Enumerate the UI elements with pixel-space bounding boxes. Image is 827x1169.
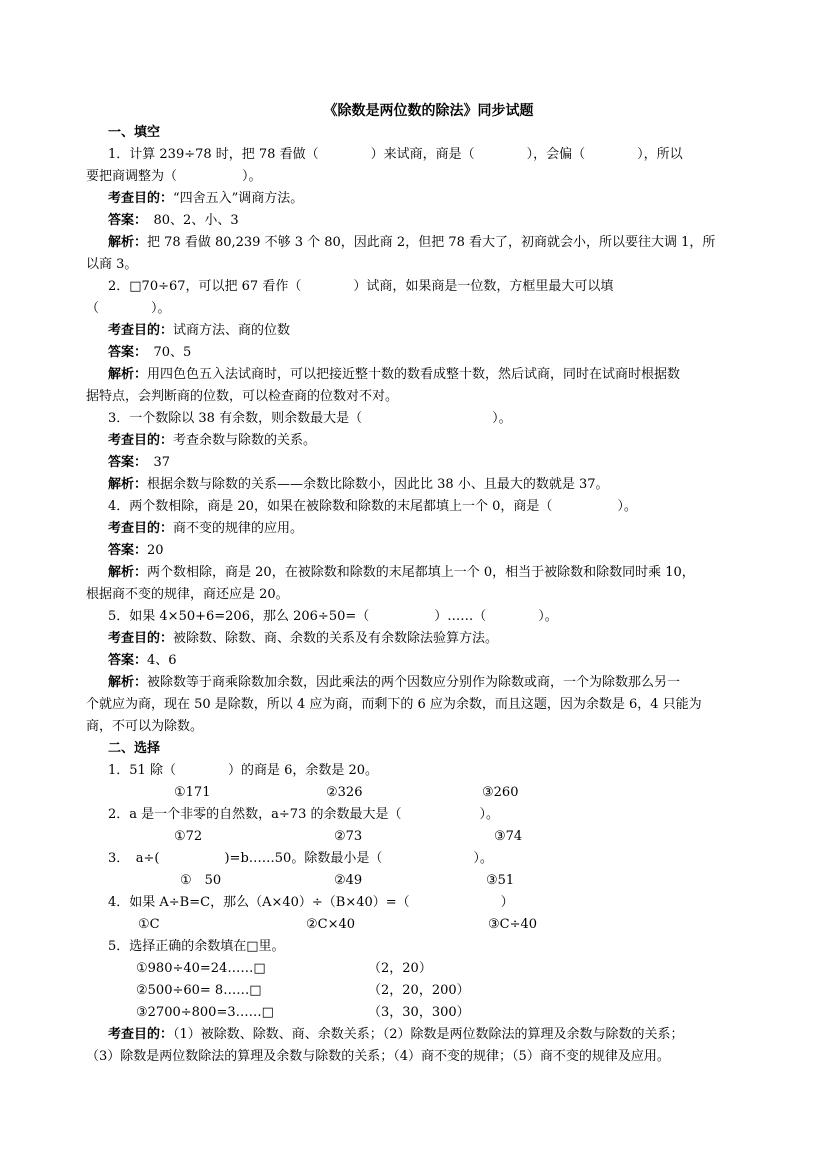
question-3: 3．一个数除以 38 有余数，则余数最大是（ ）。 [108,411,512,426]
purpose-label: 考查目的： [108,191,174,206]
document-page [86,100,746,1068]
analysis-text: 两个数相除，商是 20，在被除数和除数的末尾都填上一个 0，相当于被除数和除数同时乘 10， [147,565,695,580]
analysis-text: 用四色色五入法试商时，可以把接近整十数的数看成整十数，然后试商，同时在试商时根据数 [147,367,681,382]
q3-purpose [86,430,746,452]
purpose-text: “四舍五入”调商方法。 [173,191,304,206]
purpose-text: 考查余数与除数的关系。 [173,433,317,448]
option-3: ③C÷40 [488,917,538,932]
option-1: ①171 [174,785,211,800]
choice-1: 1．51 除（ ）的商是 6，余数是 20。 [108,763,379,778]
purpose-label: 考查目的： [108,631,174,646]
option-3: ③74 [494,829,523,844]
question-1: 1．计算 239÷78 时，把 78 看做（ ）来试商，商是（ ），会偏（ ），所以 [108,147,683,162]
answer-label: 答案： [108,213,141,228]
analysis-label: 解析： [108,367,148,382]
q5-analysis-cont2: 商，不可以为除数。 [86,719,204,734]
q2-purpose [86,320,746,342]
option-2: ②326 [326,785,363,800]
q5-analysis-cont: 个就应为商，现在 50 是除数，所以 4 应为商，而剩下的 6 应为余数，而且这题，因为余数是 6，4 只能为 [86,697,702,712]
answer-label: 答案： [108,653,148,668]
q2-analysis [86,364,746,386]
equation: ①980÷40=24……□ [136,961,266,976]
choice-3: 3． a÷( )=b……50。除数最小是（ ）。 [108,851,493,866]
q3-answer [86,452,746,474]
choice-1-options [86,782,746,804]
answer-text: 37 [140,455,171,470]
q3-analysis [86,474,746,496]
q1-answer [86,210,746,232]
equation: ②500÷60= 8……□ [136,983,262,998]
purpose-label: 考查目的： [108,521,174,536]
option-1: ①72 [174,829,203,844]
choice-2: 2．a 是一个非零的自然数，a÷73 的余数最大是（ ）。 [108,807,499,822]
candidates: （3，30，300） [368,1005,470,1020]
choice-3-options [86,870,746,892]
option-1: ① 50 [180,873,222,888]
analysis-text: 被除数等于商乘除数加余数，因此乘法的两个因数应分别作为除数或商，一个为除数那么另一 [147,675,681,690]
purpose-label: 考查目的： [108,1027,174,1042]
option-1: ①C [138,917,160,932]
q4-purpose [86,518,746,540]
answer-text: 20 [147,543,164,558]
purpose-text: 被除数、除数、商、余数的关系及有余数除法验算方法。 [173,631,499,646]
answer-text: 70、5 [140,345,192,360]
purpose-text: 试商方法、商的位数 [173,323,291,338]
purpose-label: 考查目的： [108,433,174,448]
choice-5: 5．选择正确的余数填在□里。 [108,939,285,954]
option-2: ②73 [334,829,363,844]
q2-analysis-cont: 据特点，会判断商的位数，可以检查商的位数对不对。 [86,389,399,404]
section-choice: 二、选择 [108,741,161,756]
answer-text: 4、6 [147,653,177,668]
choice-4: 4．如果 A÷B=C，那么（A×40）÷（B×40）=（ ） [108,895,514,910]
option-3: ③260 [482,785,519,800]
analysis-label: 解析： [108,477,148,492]
question-2-cont: （ ）。 [86,301,171,316]
final-purpose [86,1024,746,1046]
q4-analysis-cont: 根据商不变的规律，商还应是 20。 [86,587,289,602]
q5-answer [86,650,746,672]
q4-answer [86,540,746,562]
purpose-text: （1）被除数、除数、商、余数关系；（2）除数是两位数除法的算理及余数与除数的关系； [173,1027,684,1042]
q1-purpose [86,188,746,210]
question-4: 4．两个数相除，商是 20，如果在被除数和除数的末尾都填上一个 0，商是（ ）。 [108,499,637,514]
choice-2-options [86,826,746,848]
option-2: ②49 [334,873,363,888]
answer-text: 80、2、小、3 [140,213,239,228]
q1-analysis-cont: 以商 3。 [86,257,138,272]
q1-analysis [86,232,746,254]
option-2: ②C×40 [306,917,356,932]
purpose-label: 考查目的： [108,323,174,338]
choice-5-row-3 [86,1002,746,1024]
candidates: （2，20，200） [368,983,470,998]
analysis-text: 根据余数与除数的关系——余数比除数小，因此比 38 小、且最大的数就是 37。 [147,477,609,492]
answer-label: 答案： [108,543,148,558]
q4-analysis [86,562,746,584]
equation: ③2700÷800=3……□ [136,1005,274,1020]
q2-answer [86,342,746,364]
q5-analysis [86,672,746,694]
section-fill-in: 一、填空 [108,125,161,140]
question-5: 5．如果 4×50+6=206，那么 206÷50=（ ）……（ ）。 [108,609,558,624]
q5-purpose [86,628,746,650]
question-2: 2．□70÷67，可以把 67 看作（ ）试商，如果商是一位数，方框里最大可以填 [108,279,614,294]
final-purpose-cont: （3）除数是两位数除法的算理及余数与除数的关系；（4）商不变的规律；（5）商不变的规律及应用。 [86,1049,670,1064]
analysis-label: 解析： [108,235,148,250]
analysis-text: 把 78 看做 80,239 不够 3 个 80，因此商 2，但把 78 看大了，初商就会小，所以要往大调 1，所 [147,235,716,250]
answer-label: 答案： [108,455,141,470]
question-1-cont: 要把商调整为（ ）。 [86,169,262,184]
choice-5-row-1 [86,958,746,980]
answer-label: 答案： [108,345,141,360]
choice-4-options [86,914,746,936]
analysis-label: 解析： [108,565,148,580]
option-3: ③51 [486,873,515,888]
analysis-label: 解析： [108,675,148,690]
choice-5-row-2 [86,980,746,1002]
candidates: （2，20） [368,961,432,976]
purpose-text: 商不变的规律的应用。 [173,521,304,536]
document-title: 《除数是两位数的除法》同步试题 [323,103,534,119]
